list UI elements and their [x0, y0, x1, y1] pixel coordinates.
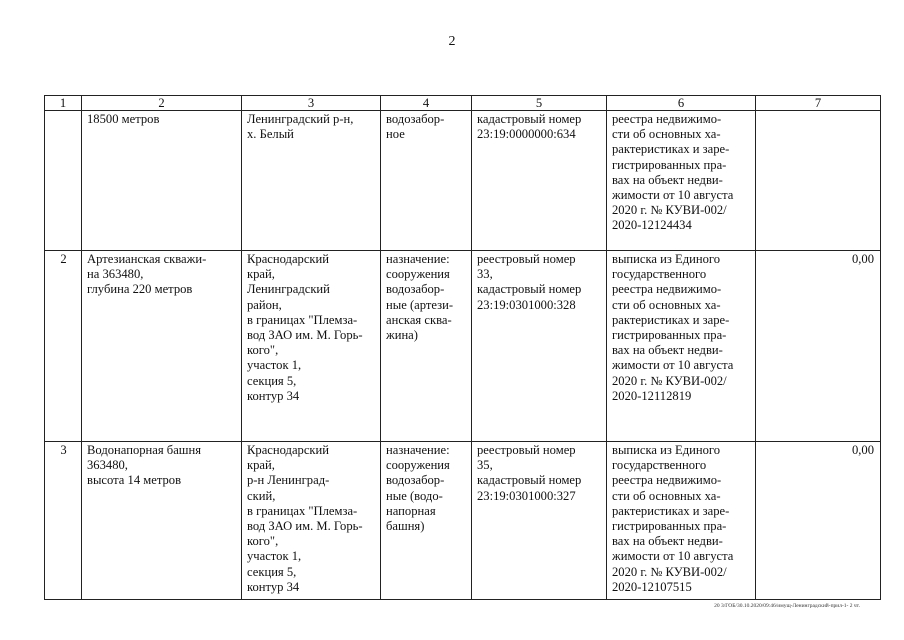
column-header: 1: [45, 96, 82, 111]
object-purpose: водозабор- ное: [381, 111, 472, 251]
column-header: 7: [756, 96, 881, 111]
object-name: Водонапорная башня 363480, высота 14 метров: [82, 442, 242, 600]
object-location: Краснодарский край, Ленинградский район, в границах "Племза- вод ЗАО им. М. Горь- кого", участок 1, секция 5, контур 34: [242, 251, 381, 442]
object-value: 0,00: [756, 251, 881, 442]
column-header: 3: [242, 96, 381, 111]
column-header: 5: [472, 96, 607, 111]
column-header: 6: [607, 96, 756, 111]
object-name: 18500 метров: [82, 111, 242, 251]
object-location: Краснодарский край, р-н Ленинград- ский, в границах "Племза- вод ЗАО им. М. Горь- кого", участок 1, секция 5, контур 34: [242, 442, 381, 600]
property-table: [44, 95, 881, 600]
table-row: [45, 111, 881, 251]
document-footer: 20 3/ГОБ/30.10.2020/09:46/имущ-Ленинградский-прил-1- 2 чт.: [714, 603, 860, 609]
object-name: Артезианская скважи- на 363480, глубина 220 метров: [82, 251, 242, 442]
registry-document: выписка из Единого государственного реестра недвижимо- сти об основных ха- рактеристиках и заре- гистрированных пра- вах на объект недви- жимости от 10 августа 2020 г. № КУВИ-002/ 2020-12112819: [607, 251, 756, 442]
row-number: 2: [45, 251, 82, 442]
cadastral-number: реестровый номер 33, кадастровый номер 23:19:0301000:328: [472, 251, 607, 442]
object-purpose: назначение: сооружения водозабор- ные (артези- анская сква- жина): [381, 251, 472, 442]
cadastral-number: реестровый номер 35, кадастровый номер 23:19:0301000:327: [472, 442, 607, 600]
object-location: Ленинградский р-н, х. Белый: [242, 111, 381, 251]
registry-document: реестра недвижимо- сти об основных ха- рактеристиках и заре- гистрированных пра- вах на объект недви- жимости от 10 августа 2020 г. № КУВИ-002/ 2020-12124434: [607, 111, 756, 251]
row-number: 3: [45, 442, 82, 600]
table-row: [45, 442, 881, 600]
cadastral-number: кадастровый номер 23:19:0000000:634: [472, 111, 607, 251]
object-purpose: назначение: сооружения водозабор- ные (водо- напорная башня): [381, 442, 472, 600]
row-number: [45, 111, 82, 251]
object-value: 0,00: [756, 442, 881, 600]
table-header-row: [45, 96, 881, 111]
column-header: 2: [82, 96, 242, 111]
object-value: [756, 111, 881, 251]
table-row: [45, 251, 881, 442]
page-number: 2: [448, 34, 456, 49]
registry-document: выписка из Единого государственного реестра недвижимо- сти об основных ха- рактеристиках и заре- гистрированных пра- вах на объект недви- жимости от 10 августа 2020 г. № КУВИ-002/ 2020-12107515: [607, 442, 756, 600]
column-header: 4: [381, 96, 472, 111]
